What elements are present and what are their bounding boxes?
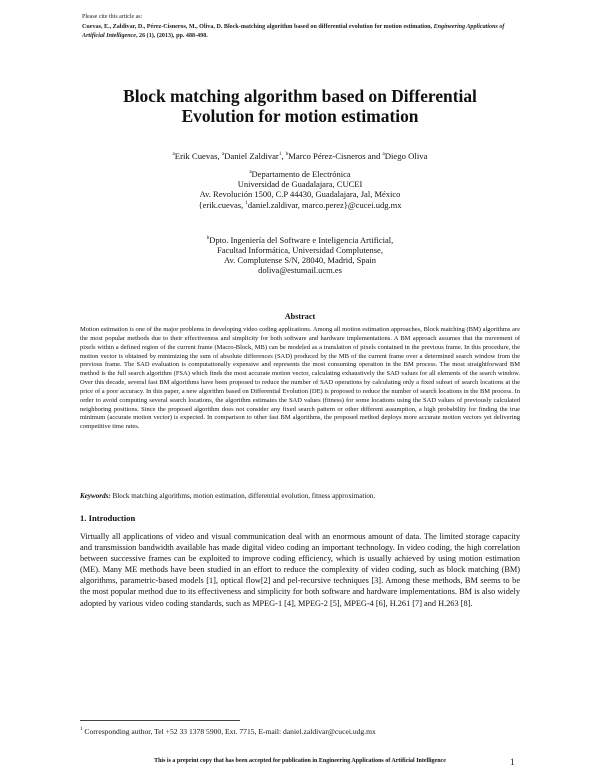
footnote-divider (80, 720, 240, 721)
citation-note: Please cite this article as: (82, 14, 143, 20)
abstract-text: Motion estimation is one of the major problems in developing video coding applications. Among all motion estimation approaches, Block matching (BM) algorithms are the most popular methods due to their effectiveness and simplicity for both software and hardware implementations. A BM approach assumes that the movement of pixels within a defined region of the current frame (Macro-Block, MB) can be modeled as a translation of pixels contained in the previous frame. In this procedure, the motion vector is obtained by minimizing the sum of absolute differences (SAD) produced by the MB of the current frame over a determined search window from the previous frame. The SAD evaluation is computationally expensive and represents the most consuming operation in the BM process. The most straightforward BM method is the full search algorithm (FSA) which finds the most accurate motion vector, calculating exhaustively the SAD values for all elements of the search window. Over this decade, several fast BM algorithms have been proposed to reduce the number of SAD operations by calculating only a fixed subset of search locations at the price of a poor accuracy. In this paper, a new algorithm based on Differential Evolution (DE) is proposed to reduce the number of search locations in the BM process. In order to avoid computing several search locations, the algorithm estimates the SAD values (fitness) for some locations using the SAD values of previously calculated neighboring positions. Since the proposed algorithm does not consider any fixed search pattern or other different assumption, a high probability for finding the true minimum (accurate motion vector) is expected. In comparison to other fast BM algorithms, the proposed method deploys more accurate motion vectors yet delivering competitive time rates. (80, 326, 520, 431)
title-line-2: Evolution for motion estimation (181, 105, 419, 126)
introduction-text: Virtually all applications of video and visual communication deal with an enormous amount of data. The limited storage capacity and transmission bandwidth available has made digital video coding an important technology. In video coding, the high correlation between successive frames can be exploited to improve coding efficiency, which is usually achieved by using motion estimation (ME). Many ME methods have been studied in an effort to reduce the complexity of video coding, such as block matching (BM) algorithms, parametric-based models [1], optical flow[2] and pel-recursive techniques [3]. Among these methods, BM seems to be the most popular method due to its effectiveness and simplicity for both software and hardware implementations. BM is also widely adopted by various video coding standards, such as MPEG-1 [4], MPEG-2 [5], MPEG-4 [6], H.261 [7] and H.263 [8]. (80, 532, 520, 608)
author-list (60, 151, 540, 161)
affiliation-b-sup: b (206, 236, 210, 241)
affiliation-a-sup: a (249, 170, 252, 175)
affiliation-b-line-2: Facultad Informática, Universidad Complutense, (217, 245, 383, 255)
footnote-sup: 1 (80, 727, 83, 732)
author-2-footnote-sup: 1 (278, 152, 282, 157)
citation-reference (82, 23, 522, 40)
keywords-text: Block matching algorithms, motion estimation, differential evolution, fitness approximation. (110, 492, 376, 500)
introduction-heading: 1. Introduction (80, 513, 136, 523)
author-2-name: Daniel Zaldivar (224, 151, 279, 161)
affiliation-b-line-1: $^b$Dpto. Ingeniería del Software e Inteligencia Artificial, (206, 235, 394, 245)
affiliation-a-line-2: Universidad de Guadalajara, CUCEI (237, 179, 363, 189)
author-4-name: Diego Oliva (384, 151, 428, 161)
citation-tail: , 26 (1), (2013), pp. 488-498. (136, 32, 208, 39)
author-separator: and (365, 151, 383, 161)
paper-title (60, 87, 540, 126)
affiliation-b-line-3: Av. Complutense S/N, 28040, Madrid, Spain (223, 255, 377, 265)
keywords (80, 492, 520, 500)
author-4-affil-sup: a (382, 152, 385, 157)
citation-journal: Engineering Applications of Artificial Intelligence (82, 24, 505, 39)
keywords-label: Keywords: (80, 492, 111, 500)
affiliation-b (120, 234, 480, 275)
author-separator: , (217, 151, 222, 161)
author-separator: , (281, 151, 286, 161)
author-3-affil-sup: b (285, 152, 289, 157)
citation-authors: Cuevas, E., Zaldivar, D., Pérez-Cisneros, M., Oliva, D. Block-matching algorithm based on differential evolution for motion estimation, (82, 24, 434, 30)
footnote (80, 727, 376, 736)
author-1-affil-sup: a (172, 152, 175, 157)
footnote-text: Corresponding author, Tel +52 33 1378 5900, Ext. 7715, E-mail: daniel.zaldivar@cucei.udg.mx (82, 727, 376, 736)
author-1-name: Erik Cuevas (174, 151, 218, 161)
abstract-heading: Abstract (284, 312, 316, 321)
page-number: 1 (510, 757, 515, 767)
title-line-1: Block matching algorithm based on Differential (123, 86, 477, 106)
affiliation-b-email: doliva@estumail.ucm.es (258, 265, 342, 275)
preprint-footer: This is a preprint copy that has been accepted for publication in Engineering Applications of Artificial Intelligence (154, 758, 446, 764)
affiliation-a-line-1: $^a$Departamento de Electrónica (249, 169, 351, 179)
affiliation-a-email: {erik.cuevas, $^1$daniel.zaldivar, marco.perez}@cucei.udg.mx (198, 200, 402, 210)
affiliation-a-line-3: Av. Revolución 1500, C.P 44430, Guadalajara, Jal, México (199, 189, 401, 199)
author-3-name: Marco Pérez-Cisneros (288, 151, 366, 161)
affiliation-a (120, 168, 480, 210)
author-2-affil-sup: a (221, 152, 225, 157)
